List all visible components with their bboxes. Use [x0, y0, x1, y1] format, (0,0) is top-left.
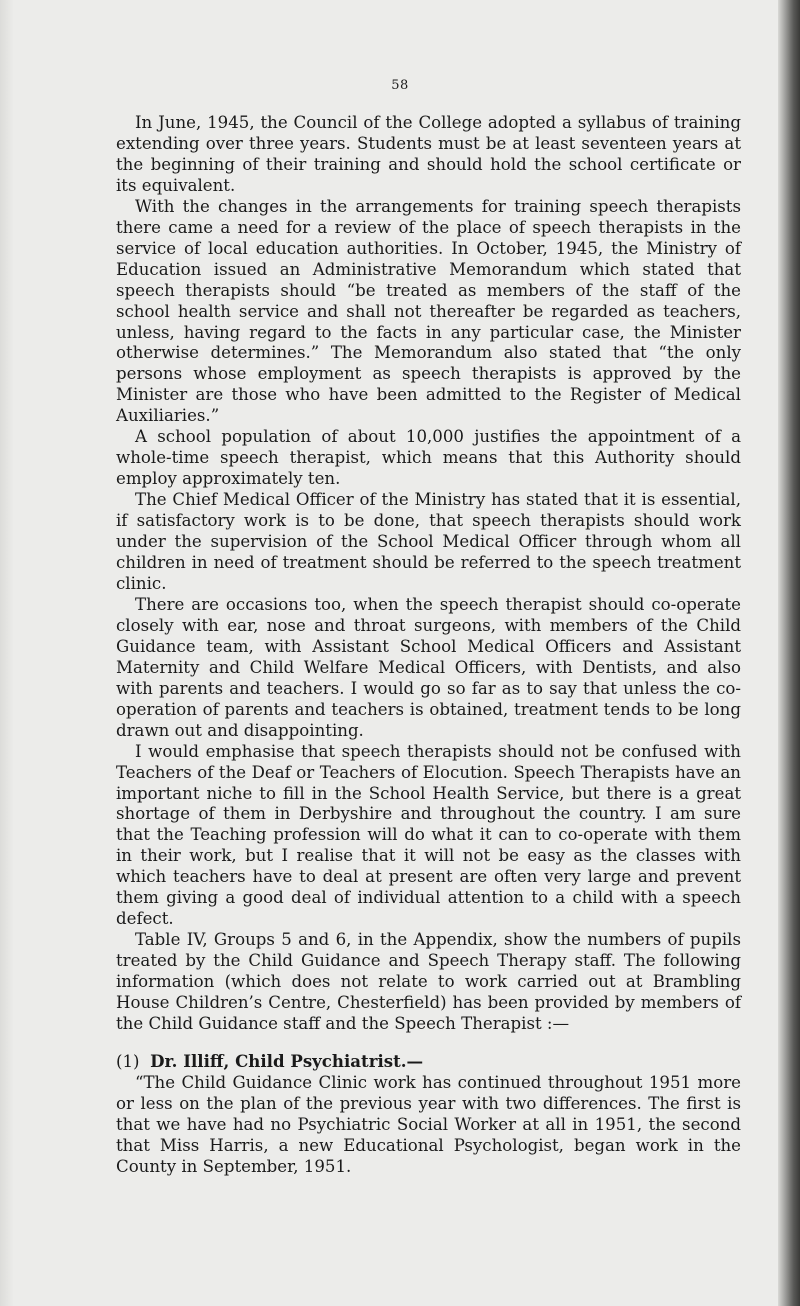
paragraph-co-operation: There are occasions too, when the speech therapist should co-operate closely with ear, nose and throat surgeons, with members of the Child Guidance team, with Assistant School Medical Officers and Assistant Maternity and Child Welfare Medical Officers, with Dentists, and also with parents and teachers. I would go so far as to say that unless the co-operation of parents and teachers is obtained, treatment tends to be long drawn out and disappointing. [116, 594, 741, 740]
section-title: Dr. Illiff, Child Psychiatrist.— [150, 1050, 424, 1071]
page-number: 58 [391, 78, 409, 93]
section-number: (1) [116, 1051, 140, 1071]
paragraph-school-population: A school population of about 10,000 justifies the appointment of a whole-time speech therapist, which means that this Authority should employ approximately ten. [116, 427, 741, 489]
section-heading [116, 1051, 741, 1073]
paragraph-memorandum: With the changes in the arrangements for training speech therapists there came a need for a review of the place of speech therapists in the service of local education authorities. In October, 1945, the Ministry of Education issued an Administrative Memorandum which stated that speech therapists should “be treated as members of the staff of the school health service and shall not thereafter be regarded as teachers, unless, having regard to the facts in any particular case, the Minister otherwise determines.” The Memorandum also stated that “the only persons whose employment as speech therapists is approved by the Minister are those who have been admitted to the Register of Medical Auxiliaries.” [116, 196, 741, 426]
scan-edge-right [778, 0, 800, 1306]
paragraph-child-guidance-clinic: “The Child Guidance Clinic work has continued throughout 1951 more or less on the plan of the previous year with two differences. The first is that we have had no Psychiatric Social Worker at all in 1951, the second that Miss Harris, a new Educational Psychologist, began work in the County in September, 1951. [116, 1072, 741, 1176]
paragraph-table-iv: Table IV, Groups 5 and 6, in the Appendix, show the numbers of pupils treated by the Child Guidance and Speech Therapy staff. The following information (which does not relate to work carried out at Brambling House Children’s Centre, Chesterfield) has been provided by members of the Child Guidance staff and the Speech Therapist :— [116, 930, 741, 1033]
paragraph-emphasis: I would emphasise that speech therapists should not be confused with Teachers of the Deaf or Teachers of Elocution. Speech Therapists have an important niche to fill in the School Health Service, but there is a great shortage of them in Derbyshire and throughout the country. I am sure that the Teaching profession will do what it can to co-operate with them in their work, but I realise that it will not be easy as the classes with which teachers have to deal at present are often very large and prevent them giving a good deal of individual attention to a child with a speech defect. [116, 741, 741, 929]
paragraph-syllabus: In June, 1945, the Council of the College adopted a syllabus of training extending over three years. Students must be at least seventeen years at the beginning of their training and should hold the school certificate or its equivalent. [116, 113, 741, 195]
paragraph-chief-medical-officer: The Chief Medical Officer of the Ministry has stated that it is essential, if satisfactory work is to be done, that speech therapists should work under the supervision of the School Medical Officer through whom all children in need of treatment should be referred to the speech treatment clinic. [116, 490, 741, 593]
body-text [116, 113, 741, 1178]
scan-shadow-left [0, 0, 14, 1306]
